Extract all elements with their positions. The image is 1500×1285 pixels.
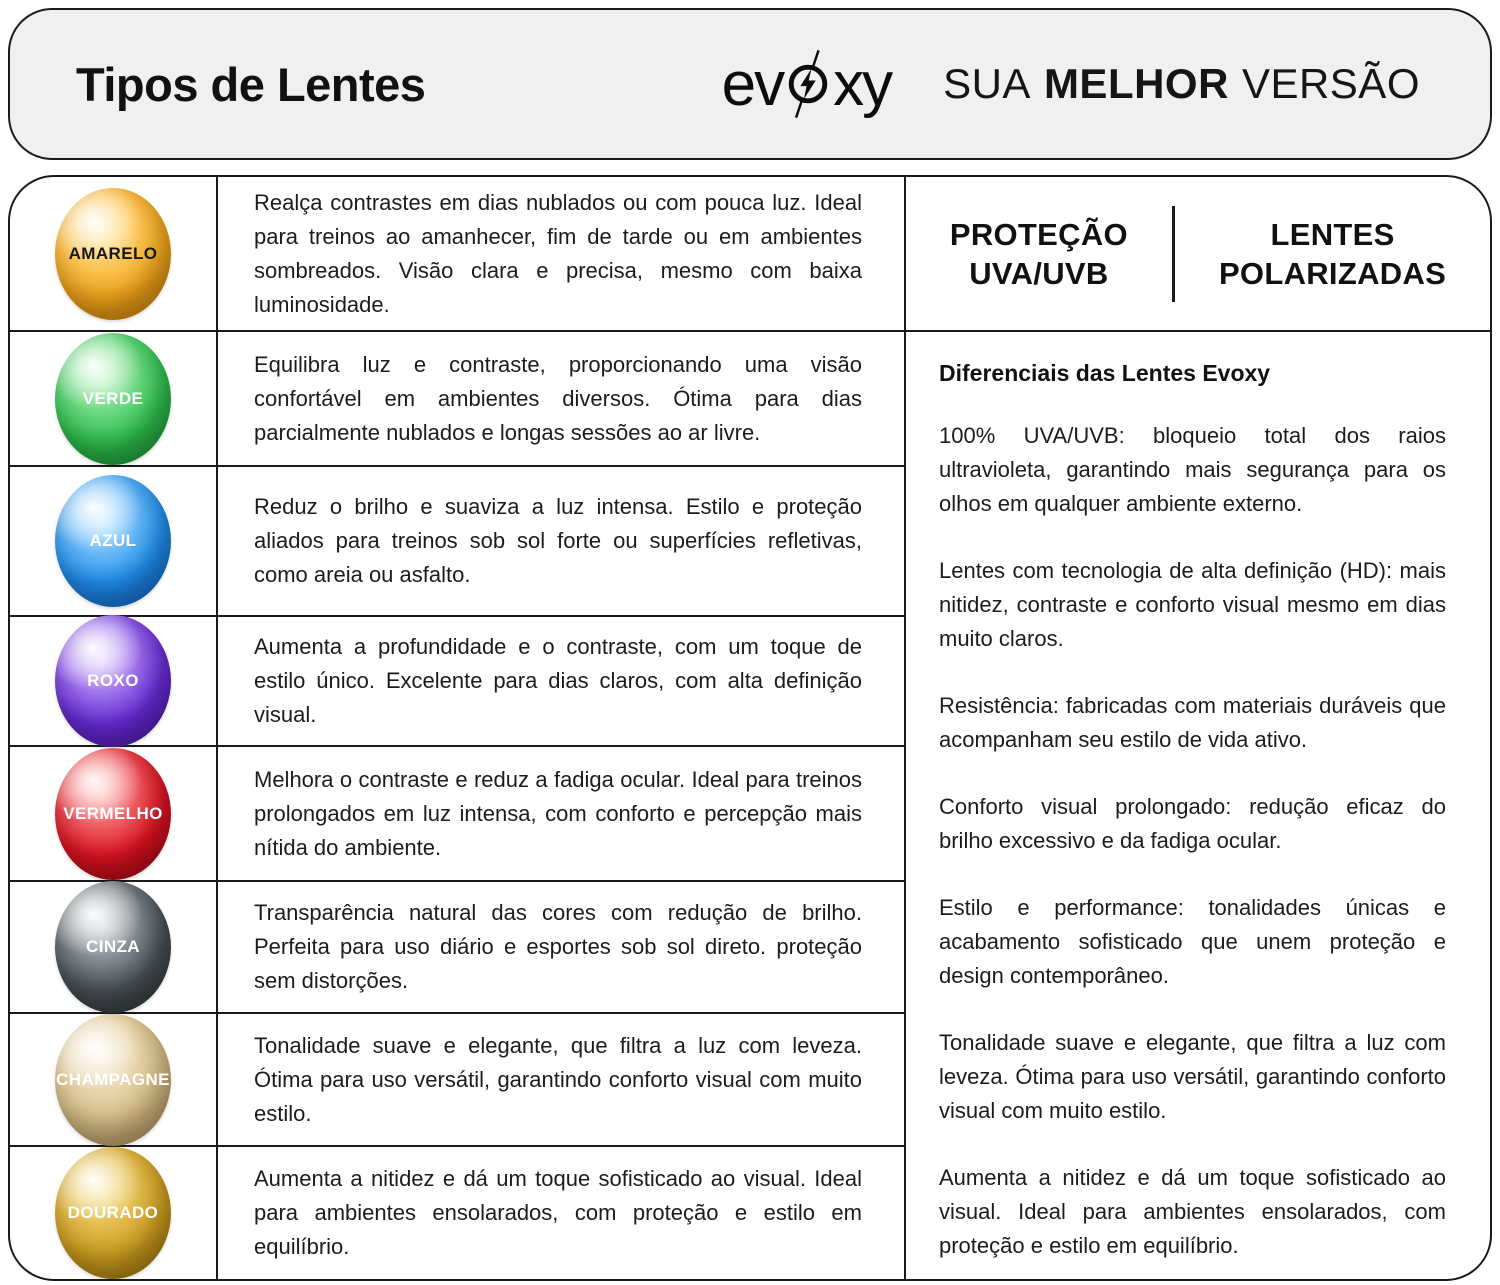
differential-paragraph: Resistência: fabricadas com materiais duráveis que acompanham seu estilo de vida ativo.	[939, 693, 1446, 752]
lens-ball-azul: AZUL	[55, 475, 171, 607]
right-panel-body	[906, 332, 1490, 1263]
differential-paragraph: Lentes com tecnologia de alta definição (HD): mais nitidez, contraste e conforto visual mesmo em dias muito claros.	[939, 558, 1446, 651]
logo-text-right: xy	[833, 49, 892, 119]
table-row-azul-ball-cell	[10, 467, 218, 617]
tagline-word: SUA	[943, 60, 1031, 107]
table-row-dourado-desc-cell	[218, 1147, 906, 1279]
tagline-word: VERSÃO	[1241, 60, 1420, 107]
lens-ball-verde: VERDE	[55, 333, 171, 465]
lens-description: Aumenta a profundidade e o contraste, com um toque de estilo único. Excelente para dias claros, com alta definição visual.	[254, 634, 862, 727]
differential-paragraph: 100% UVA/UVB: bloqueio total dos raios ultravioleta, garantindo mais segurança para os olhos em qualquer ambiente externo.	[939, 423, 1446, 516]
logo-text-left: ev	[721, 49, 784, 119]
right-panel-header	[906, 177, 1490, 332]
table-row-roxo-desc-cell	[218, 617, 906, 747]
lens-description: Aumenta a nitidez e dá um toque sofisticado ao visual. Ideal para ambientes ensolarados, com proteção e estilo em equilíbrio.	[254, 1166, 862, 1259]
header-right-group	[722, 49, 1420, 120]
differential-paragraph: Tonalidade suave e elegante, que filtra a luz com leveza. Ótima para uso versátil, garantindo conforto visual com muito estilo.	[939, 1030, 1446, 1123]
lens-description: Transparência natural das cores com redução de brilho. Perfeita para uso diário e esportes sob sol direto. proteção sem distorções.	[254, 900, 862, 993]
table-row-verde-desc-cell	[218, 332, 906, 467]
differentials-heading: Diferenciais das Lentes Evoxy	[939, 360, 1271, 386]
differential-paragraph: Aumenta a nitidez e dá um toque sofisticado ao visual. Ideal para ambientes ensolarados, com proteção e estilo em equilíbrio.	[939, 1165, 1446, 1258]
lens-ball-vermelho: VERMELHO	[55, 748, 171, 880]
table-row-dourado-ball-cell	[10, 1147, 218, 1279]
right-panel	[906, 177, 1490, 1279]
tagline-word-bold: MELHOR	[1043, 60, 1229, 107]
lens-ball-dourado: DOURADO	[55, 1147, 171, 1279]
polarized-lenses-title: LENTES POLARIZADAS	[1218, 216, 1447, 291]
table-row-champagne-ball-cell	[10, 1014, 218, 1147]
evoxy-logo	[722, 49, 891, 120]
lens-ball-cinza: CINZA	[55, 881, 171, 1013]
lens-description: Tonalidade suave e elegante, que filtra a luz com leveza. Ótima para uso versátil, garantindo conforto visual com muito estilo.	[254, 1032, 862, 1126]
table-row-cinza-desc-cell	[218, 882, 906, 1014]
header-bar	[8, 8, 1492, 160]
differential-paragraph: Estilo e performance: tonalidades únicas e acabamento sofisticado que unem proteção e design contemporâneo.	[939, 895, 1446, 988]
tagline	[943, 60, 1420, 108]
lens-ball-roxo: ROXO	[55, 615, 171, 747]
lens-description: Reduz o brilho e suaviza a luz intensa. Estilo e proteção aliados para treinos sob sol forte ou superfícies refletivas, como areia ou asfalto.	[254, 494, 862, 587]
lens-description: Realça contrastes em dias nublados ou com pouca luz. Ideal para treinos ao amanhecer, fim de tarde ou em ambientes sombreados. Visão clara e precisa, mesmo com baixa luminosidade.	[254, 189, 862, 317]
table-row-roxo-ball-cell	[10, 617, 218, 747]
lens-description: Melhora o contraste e reduz a fadiga ocular. Ideal para treinos prolongados em luz intensa, com conforto e percepção mais nítida do ambiente.	[254, 766, 862, 860]
lens-table	[8, 175, 1492, 1281]
table-row-azul-desc-cell	[218, 467, 906, 617]
table-row-amarelo-ball-cell	[10, 177, 218, 332]
table-row-cinza-ball-cell	[10, 882, 218, 1014]
uva-uvb-protection-title: PROTEÇÃO UVA/UVB	[949, 216, 1128, 291]
lens-ball-champagne: CHAMPAGNE	[55, 1014, 171, 1146]
differential-paragraph: Conforto visual prolongado: redução eficaz do brilho excessivo e da fadiga ocular.	[939, 794, 1446, 853]
lens-ball-amarelo: AMARELO	[55, 188, 171, 320]
table-row-vermelho-desc-cell	[218, 747, 906, 882]
table-row-champagne-desc-cell	[218, 1014, 906, 1147]
vertical-divider	[1172, 206, 1175, 302]
lens-description: Equilibra luz e contraste, proporcionando uma visão confortável em ambientes diversos. Ótima para dias parcialmente nublados e longas sessões ao ar livre.	[254, 351, 862, 445]
table-row-vermelho-ball-cell	[10, 747, 218, 882]
page-title: Tipos de Lentes	[76, 57, 426, 111]
table-row-amarelo-desc-cell	[218, 177, 906, 332]
lightning-bolt-icon	[785, 49, 831, 119]
table-row-verde-ball-cell	[10, 332, 218, 467]
